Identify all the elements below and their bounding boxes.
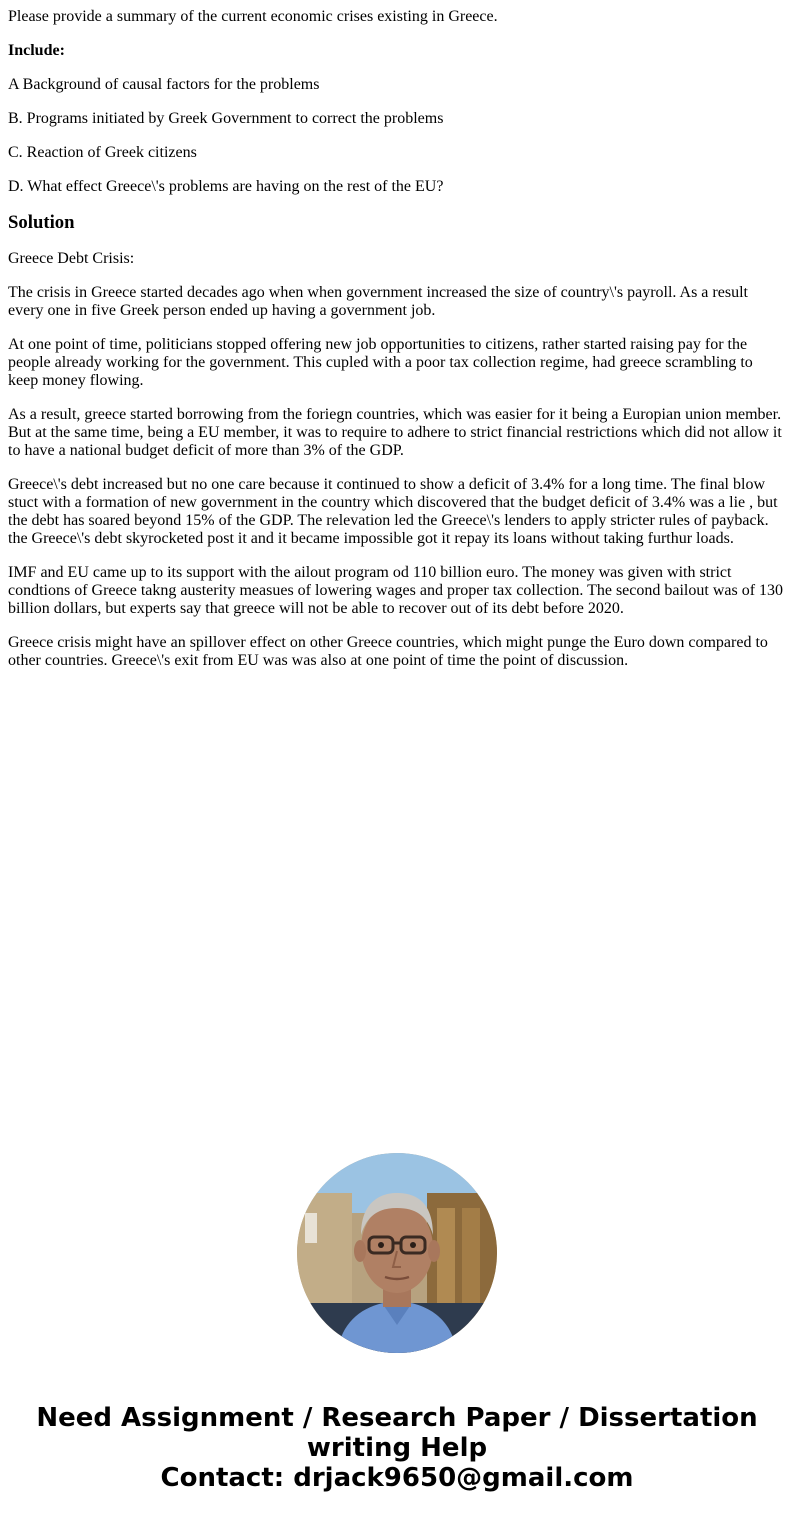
solution-paragraph: Greece Debt Crisis: xyxy=(8,250,135,267)
include-label: Include: xyxy=(8,42,65,59)
question-item-c: C. Reaction of Greek citizens xyxy=(8,144,197,161)
question-item-b: B. Programs initiated by Greek Government to correct the problems xyxy=(8,110,444,127)
question-item-a: A Background of causal factors for the problems xyxy=(8,76,320,93)
solution-paragraph: As a result, greece started borrowing from the foriegn countries, which was easier for it being a Europian union member. But at the same time, being a EU member, it was to require to adhere to strict financial restrictions which did not allow it to have a national budget deficit of more than 3% of the GDP. xyxy=(8,406,782,459)
promo-banner xyxy=(0,1403,794,1493)
solution-paragraph: IMF and EU came up to its support with the ailout program od 110 billion euro. The money was given with strict condtions of Greece takng austerity measues of lowering wages and proper tax collection. The second bailout was of 130 billion dollars, but experts say that greece will not be able to recover out of its debt before 2020. xyxy=(8,564,784,617)
document-body xyxy=(8,8,784,686)
promo-line: writing Help xyxy=(306,1433,488,1463)
solution-paragraph: At one point of time, politicians stopped offering new job opportunities to citizens, rather started raising pay for the people already working for the government. This cupled with a poor tax collection regime, had greece scrambling to keep money flowing. xyxy=(8,336,753,389)
person-photo-icon xyxy=(297,1153,497,1353)
solution-paragraph: Greece crisis might have an spillover effect on other Greece countries, which might punge the Euro down compared to other countries. Greece\'s exit from EU was was also at one point of time the point of discussion. xyxy=(8,634,768,669)
promo-contact: Contact: drjack9650@gmail.com xyxy=(160,1463,634,1493)
question-intro: Please provide a summary of the current economic crises existing in Greece. xyxy=(8,8,498,25)
promo-line: Need Assignment / Research Paper / Dissertation xyxy=(36,1403,758,1433)
question-item-d: D. What effect Greece\'s problems are having on the rest of the EU? xyxy=(8,178,444,195)
solution-paragraph: Greece\'s debt increased but no one care because it continued to show a deficit of 3.4% for a long time. The final blow stuct with a formation of new government in the country which discovered that the budget deficit of 3.4% was a lie , but the debt has soared beyond 15% of the GDP. The relevation led the Greece\'s lenders to apply stricter rules of payback. the Greece\'s debt skyrocketed post it and it became impossible got it repay its loans without taking furthur loads. xyxy=(8,476,778,547)
solution-paragraph: The crisis in Greece started decades ago when when government increased the size of country\'s payroll. As a result every one in five Greek person ended up having a government job. xyxy=(8,284,748,319)
solution-heading: Solution xyxy=(8,212,75,233)
